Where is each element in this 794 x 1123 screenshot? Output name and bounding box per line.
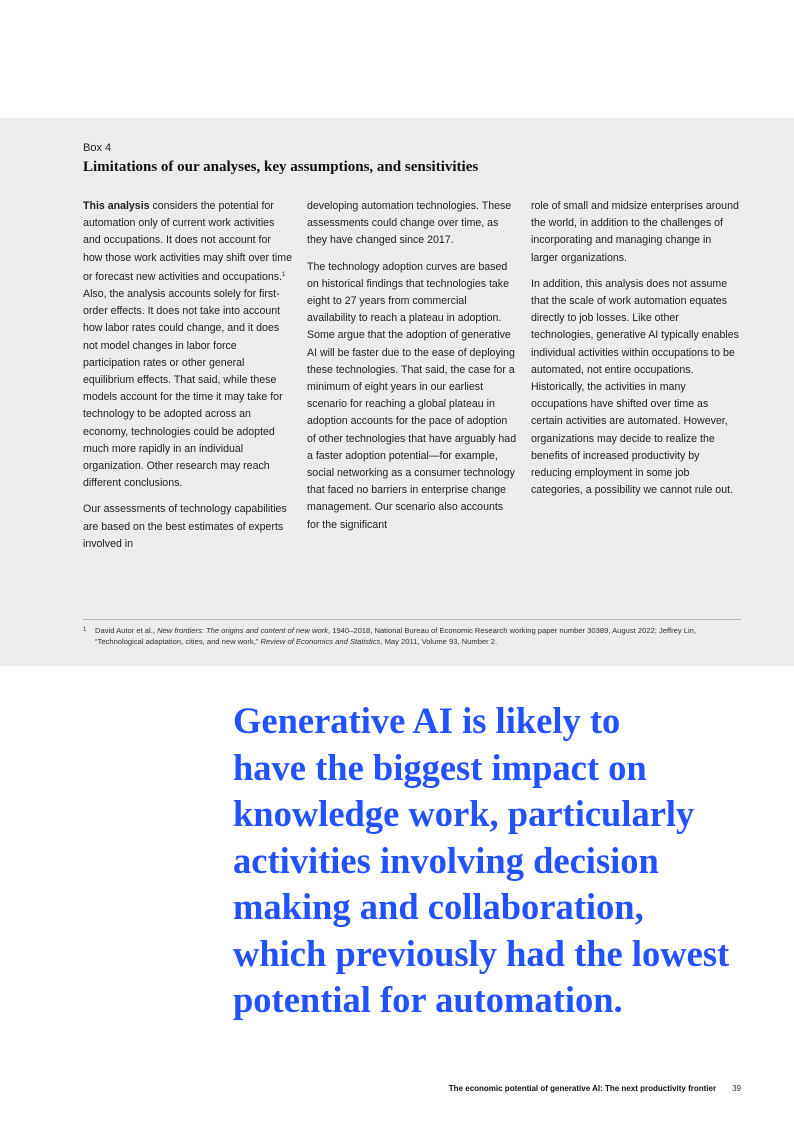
footnote-citation-journal: Review of Economics and Statistics <box>260 637 381 646</box>
box-column-2 <box>307 198 517 543</box>
box-column-1 <box>83 198 293 562</box>
publication-title: The economic potential of generative AI: The next productivity frontier <box>448 1084 717 1093</box>
box-4-sidebar <box>0 118 794 666</box>
footnote-divider <box>83 619 741 620</box>
pull-quote-line: which previously had the lowest <box>233 932 730 974</box>
pull-quote-line: activities involving decision <box>233 839 659 881</box>
page-footer <box>449 1084 741 1093</box>
footnote <box>83 625 743 647</box>
paragraph: The technology adoption curves are based on historical findings that technologies take eight to 27 years from commercial availability to reach a plateau in adoption. Some argue that the adoption of generative AI will be faster due to the ease of deploying these technologies. That said, the case for a minimum of eight years in our earliest scenario for reaching a global plateau in adoption accounts for the pace of adoption of other technologies that have arguably had a faster adoption potential—for example, social networking as a consumer technology that faced no barriers in enterprise change management. Our scenario also accounts for the significant <box>307 260 517 531</box>
footnote-text-part: , May 2011, Volume 93, Number 2. <box>380 637 498 646</box>
box-title: Limitations of our analyses, key assumptions, and sensitivities <box>83 159 479 175</box>
footnote-number: 1 <box>83 627 87 633</box>
footnote-text-part: , 1940–2018, National Bureau of Economic Research working paper number 30389, August 2022; Jeffrey Lin, “Technological adaptation, cities, and new work,” <box>95 626 696 646</box>
pull-quote <box>233 698 773 1024</box>
pull-quote-line: knowledge work, particularly <box>233 793 695 834</box>
paragraph-text: Also, the analysis accounts solely for first-order effects. It does not take into account how labor rates could change, and it does not model changes in labor force participation rates or other general equilibrium effects. That said, while these models account for the time it may take for technology to be adopted across an economy, technologies could be adopted much more rapidly in an individual organization. Other research may reach different conclusions. <box>83 288 283 490</box>
paragraph: developing automation technologies. These assessments could change over time, as they have changed since 2017. <box>307 200 512 247</box>
pull-quote-line: potential for automation. <box>233 979 623 1020</box>
pull-quote-line: have the biggest impact on <box>233 746 647 788</box>
pull-quote-line: Generative AI is likely to <box>233 700 621 741</box>
box-column-3 <box>531 198 741 508</box>
paragraph <box>83 198 293 492</box>
pull-quote-line: making and collaboration, <box>233 886 644 927</box>
page-number: 39 <box>732 1084 741 1093</box>
paragraph: role of small and midsize enterprises around the world, in addition to the challenges of incorporating and managing change in larger organizations. <box>531 200 739 264</box>
footnote-text-part: David Autor et al., <box>95 626 158 635</box>
footnote-citation-title: New frontiers: The origins and content of new work <box>157 626 329 635</box>
paragraph-text: considers the potential for automation only of current work activities and occupations. It does not account for how those work activities may shift over time or forecast new activities and occupations. <box>83 200 293 283</box>
footnote-reference[interactable]: 1 <box>282 271 286 278</box>
footnote-text <box>95 625 743 647</box>
box-label: Box 4 <box>83 142 112 154</box>
paragraph-lead: This analysis <box>83 200 150 212</box>
paragraph: Our assessments of technology capabilities are based on the best estimates of experts involved in <box>83 503 287 550</box>
paragraph: In addition, this analysis does not assume that the scale of work automation equates directly to job losses. Like other technologies, generative AI typically enables individual activities within occupations to be automated, not entire occupations. Historically, the activities in many occupations have shifted over time as certain activities are automated. However, organizations may decide to realize the benefits of increased productivity by reducing employment in some job categories, a possibility we cannot rule out. <box>531 277 739 497</box>
